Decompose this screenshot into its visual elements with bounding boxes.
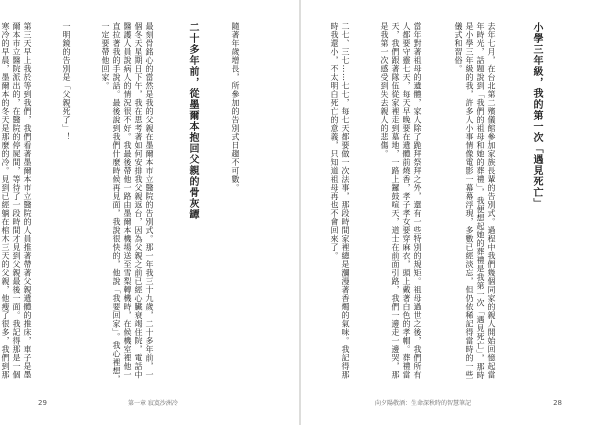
paragraph: 當年對著祖母的遺體，家人除了跪拜祭拜之外，還有一些特別的規矩。祖母過世之後，我們所有人都要守靈七天，每天早晚要在遺體前燒香，孝子孝女要穿麻衣，頭上戴著白色的孝帽。葬禮當天，我們跟著隊伍從家裡走到墓地，一路上鑼鼓喧天，道士在前面引路，我們一邊走一邊哭，那是我第一次感受到失去親人的悲傷。 (380, 22, 422, 379)
running-head: 向夕陽敬酒：生命深秋時的智慧筆記 (375, 400, 472, 407)
page-number: 29 (38, 399, 47, 407)
right-page (301, 0, 600, 425)
paragraph: 第三天早上我於等到我們，我們看著墨爾本市立醫院的人員推著帶著父親遺體的推床，車子是墨爾本市立醫院派出的，在醫院的停屍間，等待了一段時間才見到父親最後一面。我記得那是一個寒冷的早晨，墨爾本的冬天是那麼的冷。見到已經躺在棺木三天的父親，他瘦了很多，我們到那 (1, 22, 32, 379)
left-page (0, 0, 299, 425)
right-page-body (332, 22, 564, 384)
running-head: 第一章 寂寞沙洲冷 (128, 400, 178, 407)
page-number: 28 (553, 399, 562, 407)
left-page-body (1, 22, 263, 384)
section-heading: 二十多年前，從墨爾本抱回父親的骨灰罈 (187, 22, 198, 220)
paragraph: 一明鏡的告別是「父親死了」！ (62, 22, 71, 141)
chapter-heading: 小學三年級，我的第一次「遇見死亡」 (531, 22, 542, 209)
paragraph: 二七、三七……七七，每七天都要做一次法事，那段時間家裡總是瀰漫著香燭的氣味。我記得那時我還小，不太明白死亡的意義，只知道祖母再也不會回來了。 (330, 22, 350, 379)
paragraph: 去年七月，在台北第二殯儀館參加家族長輩的告別式。過程中我們幾個同家的親人開始回憶起當年時光，話題說到「我們的祖母和她的葬禮」，我便想起她的葬禮是我第一次「遇見死亡」，那時是小學三年級的我，許多人小事情像電影一幕幕浮現，多數已經淡忘，但仍依稀記得當時的一些儀式和習俗。 (454, 22, 496, 380)
paragraph: 最刻骨銘心的當然是我的父親在墨爾本市立醫院的告別式。那一年我三十九歲，二十多年前，一個冬天星期日下午，我在思考著如何安排我父親返台，因為父親之前已經心臟衰竭住院，電話中醫護人員說病人的情況很不好。我最後帶他一路由墨爾本機場送至雪梨轉機時，在候機室裡他一直拉著我的手說話。最後說到我們什麼時候再見面，我說很快的，他說「我要回家」。我心裡想，一定要帶他回家。 (101, 22, 154, 384)
paragraph: 隨著年歲增長，所參加的告別式日趨不可數。 (231, 22, 240, 192)
